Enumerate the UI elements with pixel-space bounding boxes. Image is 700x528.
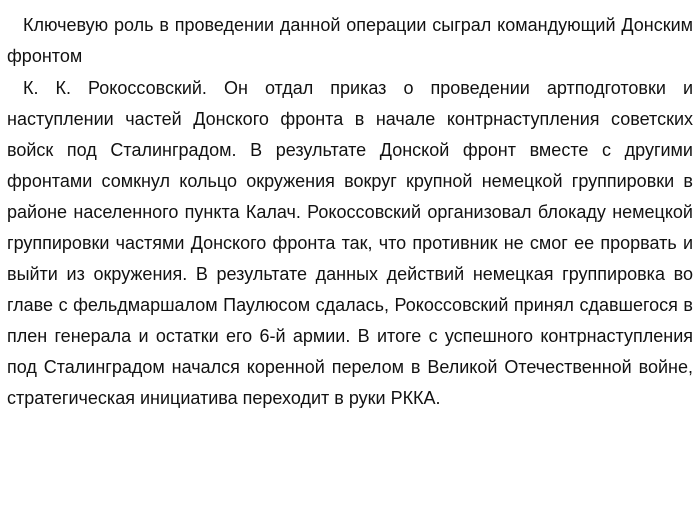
paragraph-main: К. К. Рокоссовский. Он отдал приказ о проведении артподготовки и наступлении частей Донского фронта в начале контрнаступления советских войск под Сталинградом. В результате Донской фронт вместе с другими фронтами сомкнул кольцо окружения вокруг крупной немецкой группировки в районе населенного пункта Калач. Рокоссовский организовал блокаду немецкой группировки частями Донского фронта так, что противник не смог ее прорвать и выйти из окружения. В результате данных действий немецкая группировка во главе с фельдмаршалом Паулюсом сдалась, Рокоссовский принял сдавшегося в плен генерала и остатки его 6-й армии. В итоге с успешного контрнаступления под Сталинградом начался коренной перелом в Великой Отечественной войне, стратегическая инициатива переходит в руки РККА. (7, 78, 693, 408)
paragraph-intro: Ключевую роль в проведении данной операции сыграл командующий Донским фронтом (7, 15, 693, 66)
